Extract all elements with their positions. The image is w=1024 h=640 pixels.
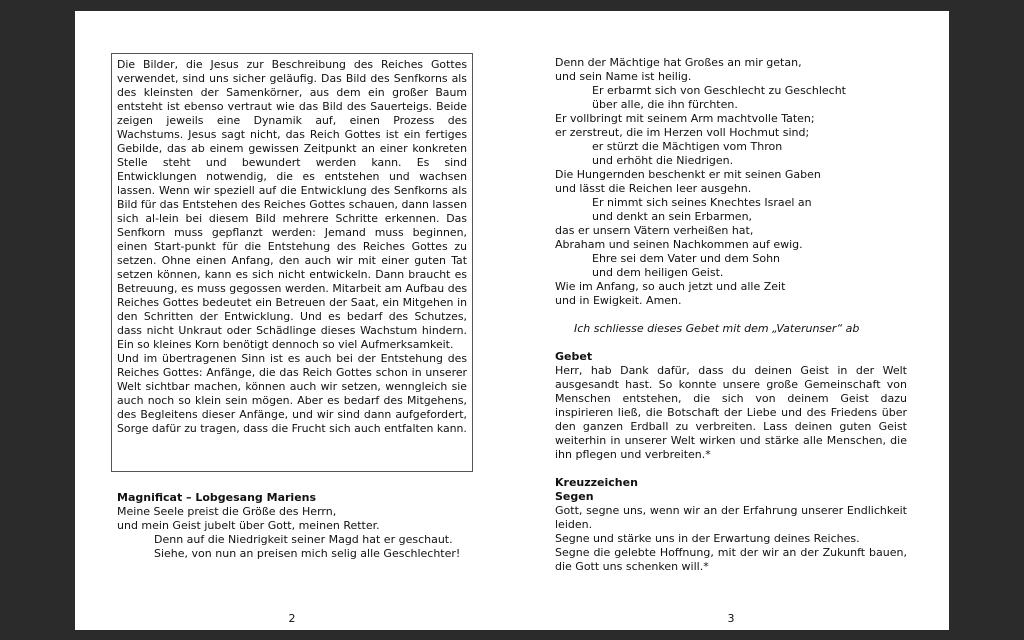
magnificat-line: und mein Geist jubelt über Gott, meinen Retter. bbox=[117, 519, 380, 532]
psalm-line: das er unsern Vätern verheißen hat, bbox=[555, 224, 754, 237]
kreuzzeichen-title: Kreuzzeichen bbox=[555, 476, 638, 489]
segen-title: Segen bbox=[555, 490, 594, 503]
psalm-line: und in Ewigkeit. Amen. bbox=[555, 294, 682, 307]
psalm-line: Abraham und seinen Nachkommen auf ewig. bbox=[555, 238, 803, 251]
psalm-line: Er vollbringt mit seinem Arm machtvolle Taten; bbox=[555, 112, 815, 125]
psalm-line: und sein Name ist heilig. bbox=[555, 70, 692, 83]
magnificat-line: Meine Seele preist die Größe des Herrn, bbox=[117, 505, 337, 518]
magnificat-section bbox=[117, 491, 477, 561]
psalm-line-indented: und denkt an sein Erbarmen, bbox=[592, 210, 753, 223]
left-page bbox=[75, 11, 512, 630]
psalm-line-indented: über alle, die ihn fürchten. bbox=[592, 98, 738, 111]
segen-text-1: Gott, segne uns, wenn wir an der Erfahrung unserer Endlichkeit leiden. bbox=[555, 504, 907, 531]
magnificat-title: Magnificat – Lobgesang Mariens bbox=[117, 491, 317, 504]
vaterunser-note: Ich schliesse dieses Gebet mit dem „Vaterunser“ ab bbox=[574, 322, 860, 335]
magnificat-line-indented: Siehe, von nun an preisen mich selig alle Geschlechter! bbox=[154, 547, 461, 560]
psalm-line: und lässt die Reichen leer ausgehn. bbox=[555, 182, 752, 195]
gebet-text: Herr, hab Dank dafür, dass du deinen Geist in der Welt ausgesandt hast. So konnte unsere große Gemeinschaft von Menschen entstehen, die sich von deinem Geist dazu inspirieren ließ, die Botschaft der Liebe und des Friedens über den ganzen Erdball zu verbreiten. Lass deinen guten Geist weiterhin in unserer Welt wirken und stärke alle Menschen, die ihn pflegen und verbreiten.* bbox=[555, 364, 907, 461]
psalm-line: Denn der Mächtige hat Großes an mir getan, bbox=[555, 56, 802, 69]
psalm-line-indented: Ehre sei dem Vater und dem Sohn bbox=[592, 252, 781, 265]
segen-text-3: Segne die gelebte Hoffnung, mit der wir an der Zukunft bauen, die Gott uns schenken will.* bbox=[555, 546, 907, 573]
psalm-line: Die Hungernden beschenkt er mit seinen Gaben bbox=[555, 168, 821, 181]
psalm-line: Wie im Anfang, so auch jetzt und alle Zeit bbox=[555, 280, 786, 293]
page-number-right: 3 bbox=[727, 612, 735, 625]
page-number-left: 2 bbox=[288, 612, 296, 625]
psalm-lines bbox=[555, 56, 907, 308]
psalm-line-indented: Er erbarmt sich von Geschlecht zu Geschlecht bbox=[592, 84, 846, 97]
segen-text-2: Segne und stärke uns in der Erwartung deines Reiches. bbox=[555, 532, 860, 545]
psalm-line-indented: Er nimmt sich seines Knechtes Israel an bbox=[592, 196, 812, 209]
psalm-line-indented: er stürzt die Mächtigen vom Thron bbox=[592, 140, 783, 153]
psalm-line-indented: und dem heiligen Geist. bbox=[592, 266, 724, 279]
psalm-line: er zerstreut, die im Herzen voll Hochmut sind; bbox=[555, 126, 810, 139]
right-content bbox=[555, 56, 907, 574]
reflection-paragraph-1: Die Bilder, die Jesus zur Beschreibung des Reiches Gottes verwendet, sind uns sicher geläufig. Das Bild des Senfkorns als des kleinsten der Samenkörner, aus dem ein großer Baum entsteht ist ebenso vertraut wie das Bild des Sauerteigs. Beide zeigen jeweils eine Dynamik auf, einen Prozess des Wachstums. Jesus sagt nicht, das Reich Gottes ist ein fertiges Gebilde, das ab einem gewissen Zeitpunkt an einer konkreten Stelle steht und bewundert werden kann. Es sind Entwicklungen notwendig, die es entstehen und wachsen lassen. Wenn wir speziell auf die Entwicklung des Senfkorns als Bild für das Entstehen des Reiches Gottes schauen, dann lassen sich al-lein bei diesem Bild mehrere Schritte erkennen. Das Senfkorn muss gepflanzt werden: Jemand muss beginnen, einen Start-punkt für die Entstehung des Reiches Gottes zu setzen. Ohne einen Anfang, den auch wir mit einer guten Tat setzen können, kann es sich nicht entwickeln. Dann braucht es Betreuung, es muss gegossen werden. Mitarbeit am Aufbau des Reiches Gottes bedeutet ein Betreuen der Saat, ein Mitgehen in den Schritten der Entwicklung. Und es bedarf des Schutzes, dass nicht Unkraut oder Schädlinge dieses Wachstum hindern. Ein so kleines Korn benötigt dennoch so viel Aufmerksamkeit. bbox=[117, 58, 467, 351]
magnificat-line-indented: Denn auf die Niedrigkeit seiner Magd hat er geschaut. bbox=[154, 533, 453, 546]
right-page bbox=[512, 11, 949, 630]
gebet-title: Gebet bbox=[555, 350, 593, 363]
reflection-box bbox=[111, 53, 473, 472]
reflection-paragraph-2: Und im übertragenen Sinn ist es auch bei der Entstehung des Reiches Gottes: Anfänge, die das Reich Gottes schon in unserer Welt sichtbar machen, können auch wir setzen, wenngleich sie auch noch so klein sein mögen. Aber es bedarf des Mitgehens, des Begleitens dieser Anfänge, und wir sind dann aufgefordert, Sorge dafür zu tragen, dass die Frucht sich auch entfalten kann. bbox=[117, 352, 467, 435]
psalm-line-indented: und erhöht die Niedrigen. bbox=[592, 154, 734, 167]
